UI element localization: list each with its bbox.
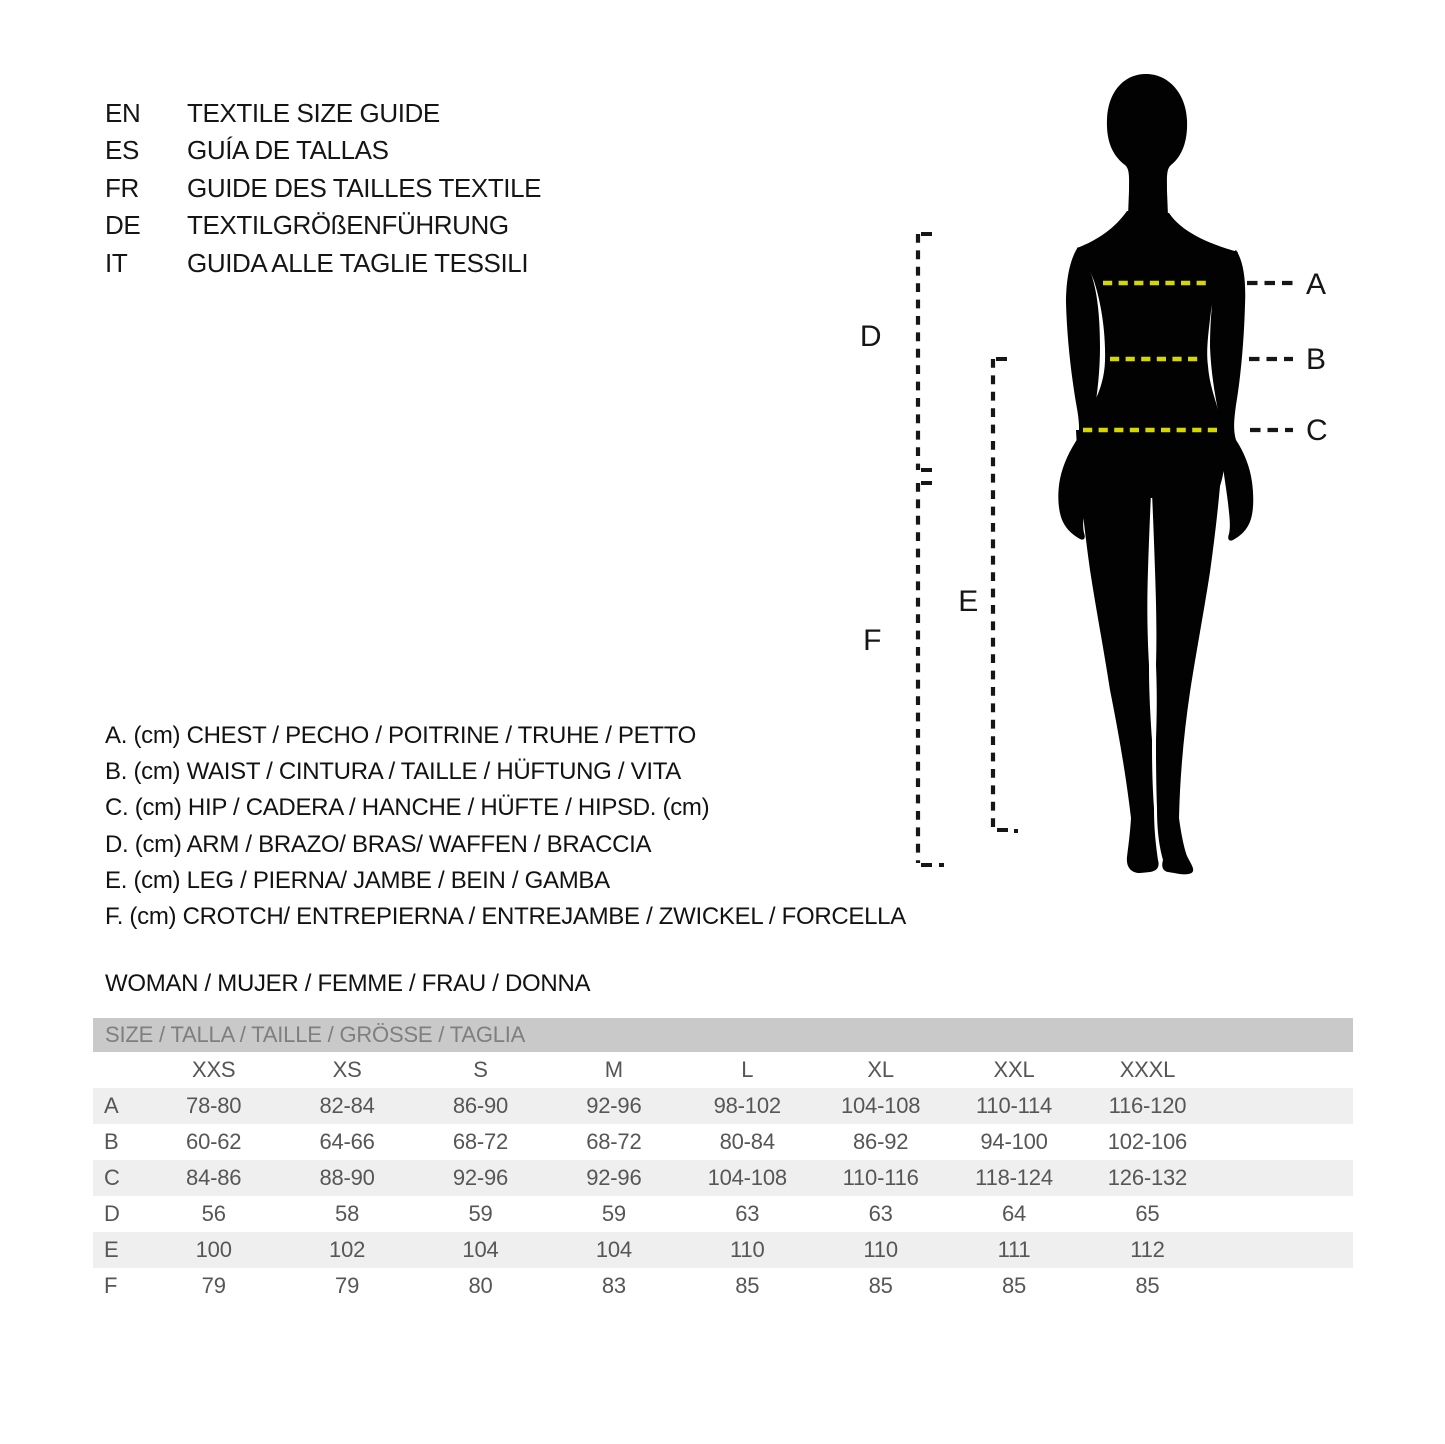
size-value-cell: 92-96 xyxy=(586,1165,642,1190)
size-column-header: XL xyxy=(867,1057,894,1082)
size-value-cell: 110-116 xyxy=(842,1165,919,1190)
language-title: TEXTILGRÖßENFÜHRUNG xyxy=(187,210,509,241)
measure-description: B. (cm) WAIST / CINTURA / TAILLE / HÜFTUNG / VITA xyxy=(105,758,682,786)
language-code: EN xyxy=(105,98,141,128)
size-header-row xyxy=(93,1052,1353,1088)
size-value-cell: 84-86 xyxy=(186,1165,242,1190)
size-value-cell: 85 xyxy=(868,1273,893,1298)
size-column-header: XXS xyxy=(191,1057,236,1082)
size-value-cell: 65 xyxy=(1135,1201,1160,1226)
size-value-cell: 63 xyxy=(735,1201,760,1226)
size-value-cell: 64-66 xyxy=(319,1129,375,1154)
size-value-cell: 59 xyxy=(601,1201,626,1226)
label-leader-lines xyxy=(1247,283,1293,430)
size-value-cell: 100 xyxy=(195,1237,232,1262)
language-title: GUÍA DE TALLAS xyxy=(187,135,389,166)
size-column-header: M xyxy=(604,1057,623,1082)
measure-descriptions xyxy=(105,718,906,935)
size-value-cell: 98-102 xyxy=(713,1093,781,1118)
size-value-cell: 110 xyxy=(730,1237,765,1262)
size-value-cell: 85 xyxy=(1002,1273,1027,1298)
size-value-cell: 92-96 xyxy=(452,1165,509,1190)
size-value-cell: 112 xyxy=(1130,1237,1165,1262)
size-value-cell: 92-96 xyxy=(586,1093,642,1118)
language-code: DE xyxy=(105,210,141,241)
size-value-cell: 104-108 xyxy=(840,1093,921,1118)
size-value-cell: 88-90 xyxy=(319,1165,375,1190)
row-letter: E xyxy=(104,1237,119,1262)
size-value-cell: 110 xyxy=(863,1237,898,1262)
table-row xyxy=(93,1232,1353,1268)
measure-description: A. (cm) CHEST / PECHO / POITRINE / TRUHE / PETTO xyxy=(105,722,697,749)
size-value-cell: 56 xyxy=(201,1201,226,1226)
size-value-cell: 85 xyxy=(735,1273,760,1298)
size-value-cell: 104 xyxy=(462,1237,499,1262)
size-value-cell: 86-92 xyxy=(853,1129,909,1154)
chest-label: A xyxy=(1306,268,1326,301)
table-row xyxy=(93,1124,1353,1160)
size-value-cell: 58 xyxy=(335,1201,360,1226)
size-table xyxy=(93,1018,1353,1304)
row-letter: F xyxy=(104,1273,118,1298)
language-title: TEXTILE SIZE GUIDE xyxy=(187,98,440,128)
arm-label: D xyxy=(859,320,881,353)
size-value-cell: 102 xyxy=(329,1237,366,1262)
size-value-cell: 68-72 xyxy=(452,1129,509,1154)
language-code: FR xyxy=(105,172,139,203)
size-column-header: S xyxy=(473,1057,488,1082)
language-title: GUIDA ALLE TAGLIE TESSILI xyxy=(187,247,529,278)
table-row xyxy=(93,1268,1353,1304)
language-code: IT xyxy=(105,247,128,278)
size-value-cell: 63 xyxy=(868,1201,893,1226)
size-column-header: L xyxy=(741,1057,754,1082)
size-value-cell: 110-114 xyxy=(976,1093,1053,1118)
size-value-cell: 111 xyxy=(997,1237,1031,1262)
language-code: ES xyxy=(105,135,139,166)
row-letter: B xyxy=(104,1129,119,1154)
measure-description: F. (cm) CROTCH/ ENTREPIERNA / ENTREJAMBE / ZWICKEL / FORCELLA xyxy=(105,903,906,931)
row-letter: A xyxy=(104,1093,119,1118)
size-table-body xyxy=(93,1088,1353,1304)
table-row xyxy=(93,1088,1353,1124)
measure-description: E. (cm) LEG / PIERNA/ JAMBE / BEIN / GAMBA xyxy=(105,866,610,894)
size-value-cell: 83 xyxy=(601,1273,626,1298)
waist-label: B xyxy=(1306,343,1326,376)
size-value-cell: 80-84 xyxy=(719,1129,775,1154)
size-value-cell: 79 xyxy=(201,1273,226,1298)
table-row xyxy=(93,1196,1353,1232)
size-column-header: XXXL xyxy=(1119,1057,1176,1082)
size-value-cell: 104 xyxy=(595,1237,632,1262)
size-value-cell: 104-108 xyxy=(707,1165,787,1190)
leg-line-bottom-tick xyxy=(997,830,1018,831)
row-letter: D xyxy=(104,1201,120,1226)
size-column-header: XXL xyxy=(993,1057,1035,1082)
size-value-cell: 60-62 xyxy=(186,1129,242,1154)
size-value-cell: 116-120 xyxy=(1108,1093,1187,1118)
size-table-header-text: SIZE / TALLA / TAILLE / GRÖSSE / TAGLIA xyxy=(105,1022,526,1047)
leg-label: E xyxy=(958,585,978,618)
size-value-cell: 94-100 xyxy=(980,1129,1048,1154)
hip-label: C xyxy=(1306,414,1328,447)
size-value-cell: 68-72 xyxy=(586,1129,642,1154)
size-value-cell: 118-124 xyxy=(975,1165,1053,1190)
measure-description: C. (cm) HIP / CADERA / HANCHE / HÜFTE / HIPSD. (cm) xyxy=(105,794,710,822)
table-row xyxy=(93,1160,1353,1196)
size-value-cell: 64 xyxy=(1002,1201,1027,1226)
row-letter: C xyxy=(104,1165,120,1190)
size-value-cell: 82-84 xyxy=(319,1093,375,1118)
size-value-cell: 85 xyxy=(1135,1273,1160,1298)
woman-silhouette xyxy=(1058,74,1253,874)
size-column-header: XS xyxy=(332,1057,362,1082)
size-table-header-bar xyxy=(93,1018,1353,1052)
size-value-cell: 80 xyxy=(468,1273,493,1298)
silhouette-head xyxy=(1107,74,1187,216)
gender-heading: WOMAN / MUJER / FEMME / FRAU / DONNA xyxy=(105,970,591,997)
vertical-dimension-lines xyxy=(918,234,1018,865)
size-value-cell: 86-90 xyxy=(452,1093,509,1118)
size-value-cell: 79 xyxy=(335,1273,360,1298)
size-value-cell: 78-80 xyxy=(186,1093,242,1118)
size-value-cell: 59 xyxy=(468,1201,493,1226)
measure-description: D. (cm) ARM / BRAZO/ BRAS/ WAFFEN / BRACCIA xyxy=(105,830,652,858)
silhouette-right-leg xyxy=(1152,432,1224,874)
crotch-label: F xyxy=(863,624,881,657)
size-value-cell: 126-132 xyxy=(1107,1165,1188,1190)
language-title: GUIDE DES TAILLES TEXTILE xyxy=(187,172,542,203)
size-value-cell: 102-106 xyxy=(1107,1129,1188,1154)
